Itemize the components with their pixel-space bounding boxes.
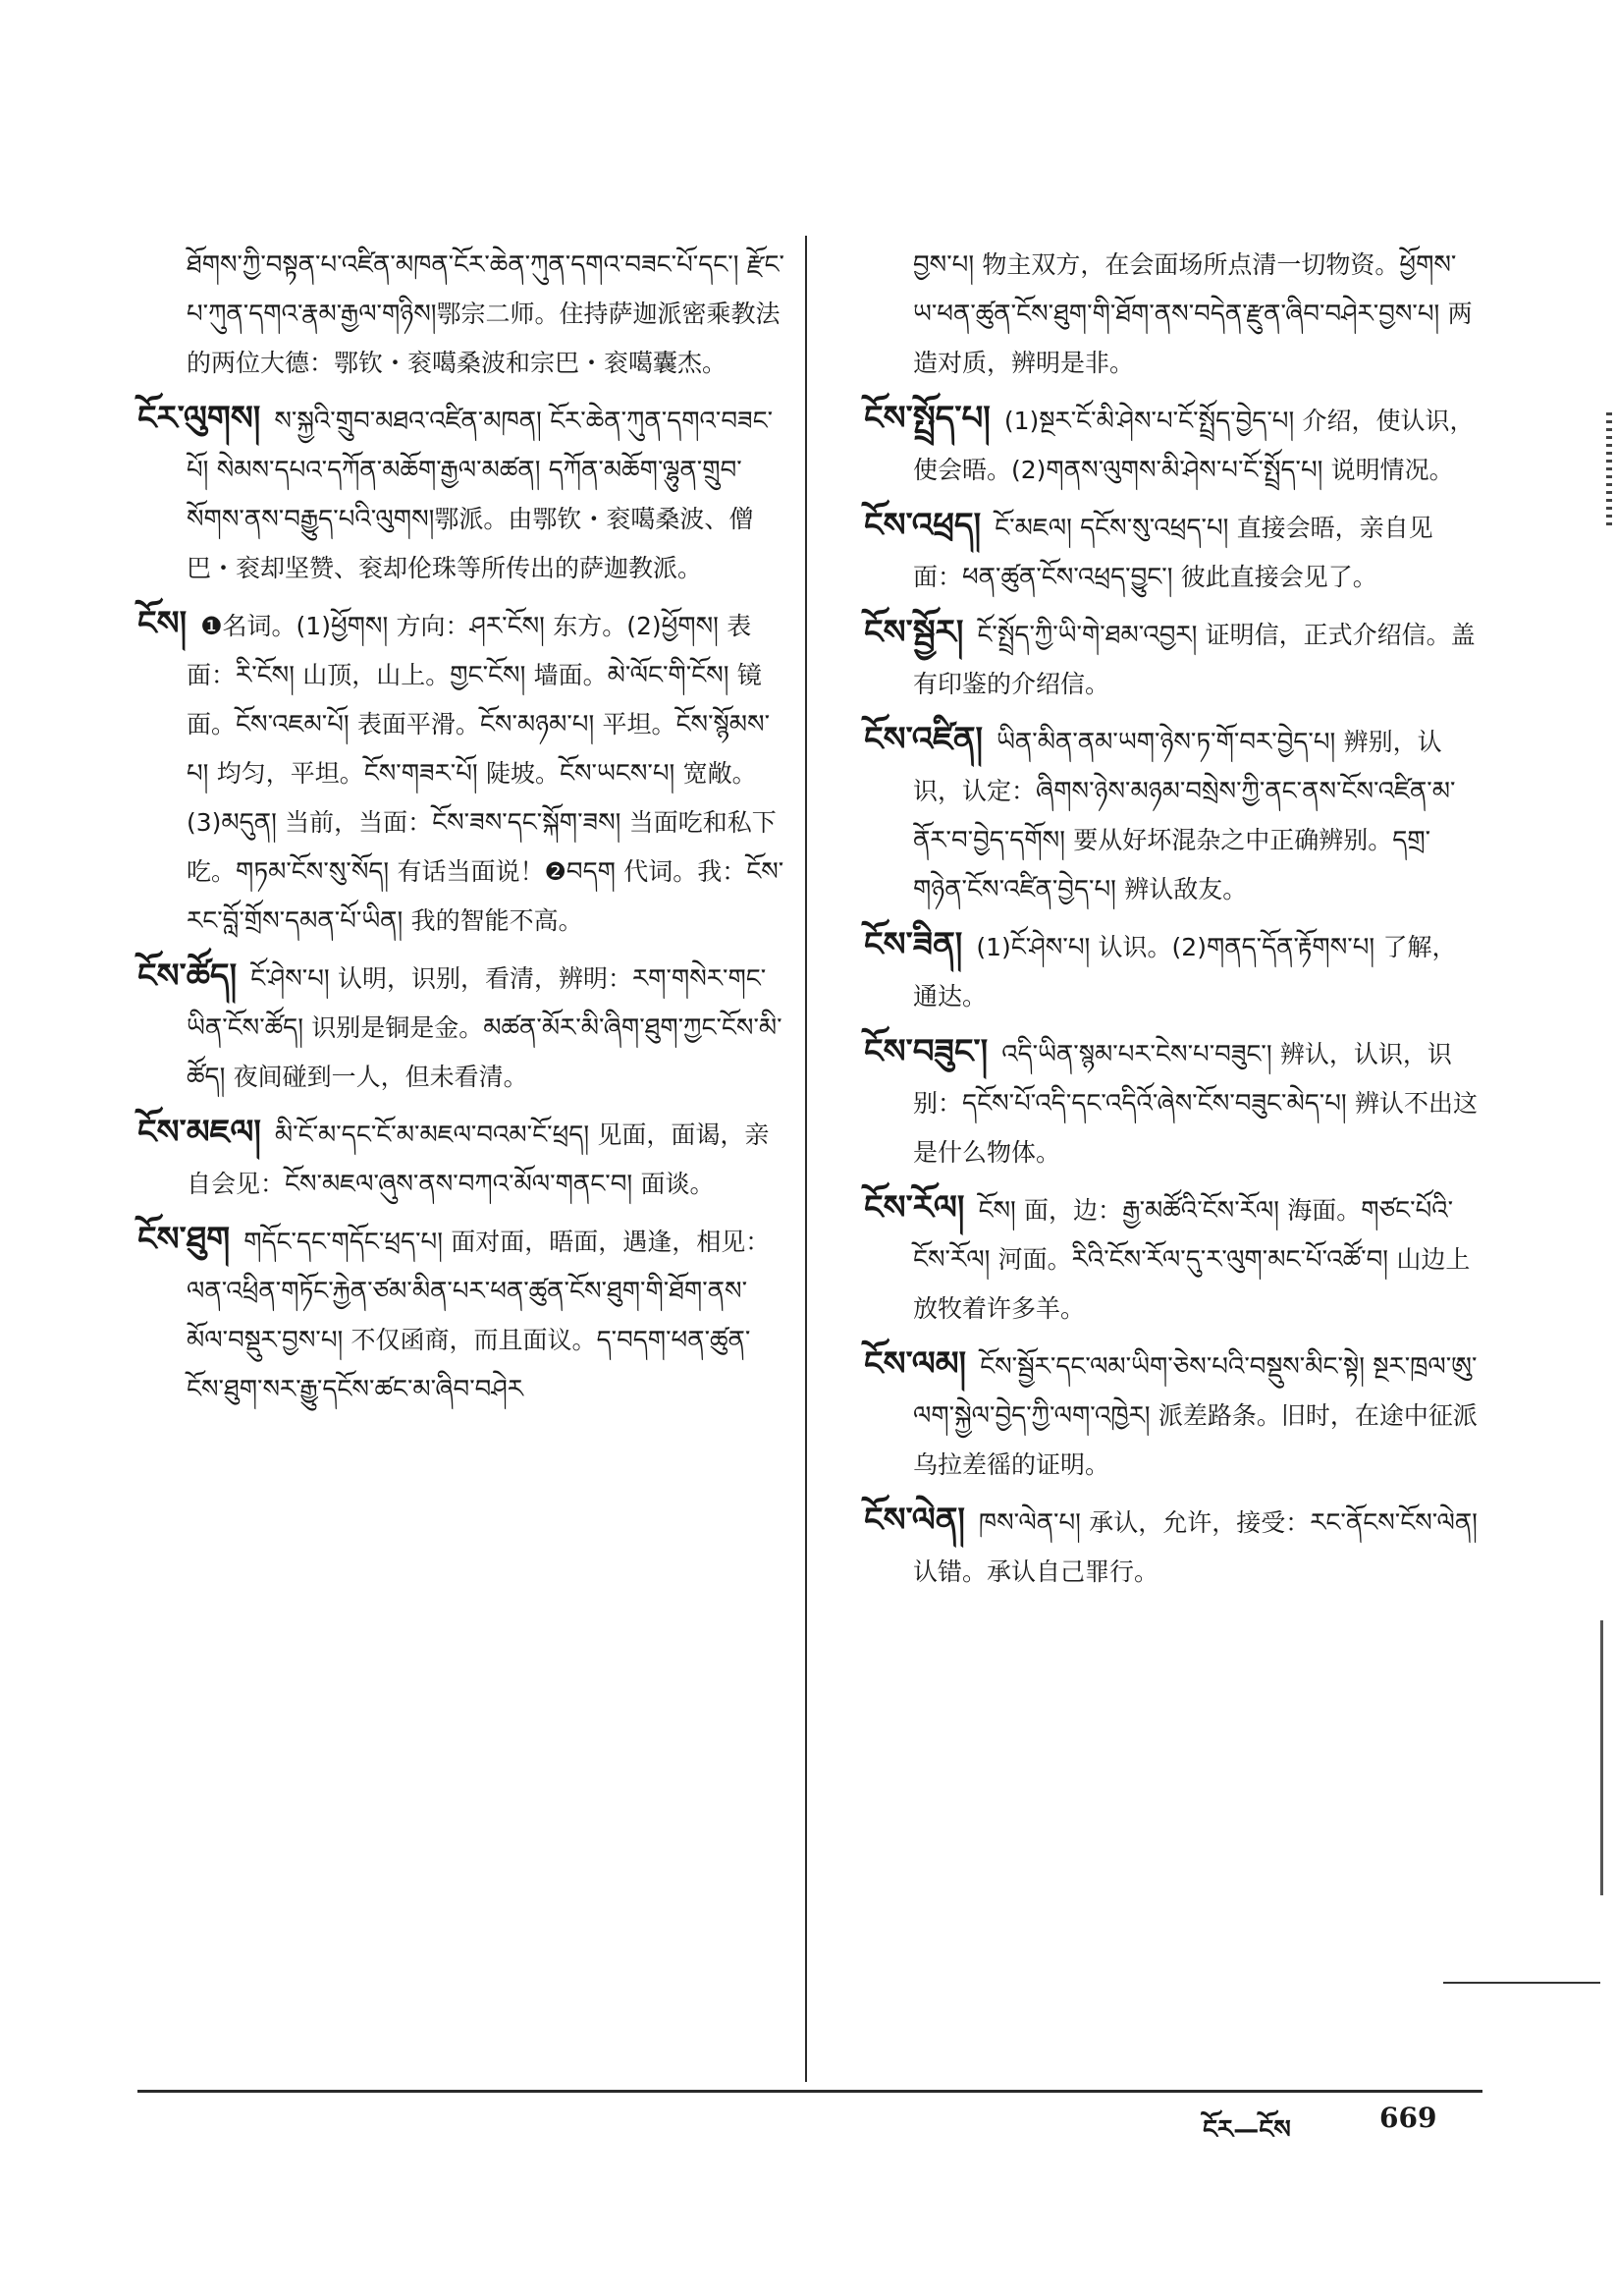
chinese-text: 认明，识别，看清，辨明： — [337, 964, 632, 993]
tibetan-text: རང་ནོངས་ངོས་ལེན། — [1310, 1508, 1478, 1538]
tibetan-text: ངོས་ཟས་དང་སྐོག་ཟས། — [432, 808, 629, 838]
chinese-text: 镜面。 — [187, 661, 762, 738]
chinese-text: 鄂宗二师。住持萨迦派密乘教法的两位大德：鄂钦・衮噶桑波和宗巴・衮噶囊杰。 — [187, 300, 781, 377]
running-head: ངོར—ངོས — [1203, 2115, 1291, 2145]
chinese-text: 辨认不出这是什么物体。 — [913, 1089, 1478, 1167]
chinese-text: 均匀，平坦。 — [216, 759, 364, 788]
tibetan-text: ཞིགས་ཉེས་མཉམ་བསྲེས་ཀྱི་ནང་ནས་ངོས་འཛིན་མ་ནོར་བ་བྱེད་དགོས། — [913, 777, 1456, 855]
entry-headword: ངོས་སྦྱོར། — [864, 613, 964, 652]
scan-edge-marks — [1606, 412, 1612, 530]
tibetan-text: ངོས། — [978, 1196, 1025, 1226]
margin-rule — [1443, 1982, 1600, 1984]
entry-headword: ངོས་མཇལ། — [137, 1113, 261, 1152]
dictionary-entry — [864, 1339, 1478, 1490]
chinese-text: 海面。 — [1287, 1196, 1362, 1225]
tibetan-text: མེ་ལོང་གི་ངོས། — [607, 661, 737, 690]
tibetan-text: གྱང་ངོས། — [450, 661, 534, 690]
entry-headword: ངོས་བཟུང་། — [864, 1032, 989, 1071]
chinese-text: 了解，通达。 — [913, 933, 1457, 1011]
chinese-text: 山顶，山上。 — [302, 661, 451, 689]
entry-headword: ངོས་ལམ། — [864, 1344, 967, 1384]
tibetan-text: དངོས་པོ་འདི་དང་འདིའོ་ཞེས་ངོས་བཟུང་མེད་པ། — [962, 1089, 1355, 1119]
chinese-text: 鄂派。由鄂钦・衮噶桑波、僧巴・衮却坚赞、衮却伦珠等所传出的萨迦教派。 — [187, 505, 754, 582]
chinese-text: 辨认，认识，识别： — [913, 1040, 1452, 1118]
chinese-text: 见面，面谒，亲自会见： — [187, 1121, 770, 1198]
dictionary-entry — [864, 241, 1478, 388]
entry-headword: ངོས་ཐུག — [137, 1220, 231, 1259]
chinese-text: 面，边： — [1024, 1196, 1123, 1225]
chinese-text: 证明信，正式介绍信。盖有印鉴的介绍信。 — [913, 621, 1476, 698]
dictionary-entry — [864, 715, 1478, 914]
chinese-text: 有话当面说！ — [397, 857, 545, 886]
chinese-text: 承认，允许，接受： — [1089, 1508, 1311, 1537]
entry-headword: ངོས། — [137, 604, 188, 643]
entry-headword: ངོས་ཟིན། — [864, 925, 963, 964]
tibetan-text: དགྲ་གཉེན་ངོས་འཛིན་བྱེད་པ། — [913, 826, 1431, 904]
tibetan-text: གཏམ་ངོས་སུ་སོད། — [236, 857, 398, 887]
tibetan-text: ཕྱོགས། — [661, 612, 727, 641]
dictionary-entry — [137, 599, 785, 946]
chinese-text: 两造对质，辨明是非。 — [913, 300, 1473, 377]
chinese-text: ❶名词。(1) — [200, 612, 331, 640]
chinese-text: (1) — [1003, 407, 1040, 435]
chinese-text: 派差路条。旧时，在途中征派乌拉差徭的证明。 — [913, 1401, 1478, 1479]
dictionary-entry — [864, 501, 1478, 602]
chinese-text: 要从好坏混杂之中正确辨别。 — [1073, 826, 1393, 854]
tibetan-text: མདུན། — [221, 808, 286, 838]
entry-headword: ངོས་སྤྲོད་པ། — [864, 399, 991, 438]
tibetan-text: ངོ་མཇལ། དངོས་སུ་འཕྲད་པ། — [995, 514, 1237, 543]
entry-headword: ངོར་ལུགས། — [137, 399, 261, 438]
tibetan-text: ཕྱོགས་ཡ་ཕན་ཚུན་ངོས་ཐུག་གི་ཐོག་ནས་བདེན་རྫུན་ཞིབ་བཤེར་བྱས་པ། — [913, 250, 1457, 329]
entry-headword: ངོས་རོལ། — [864, 1188, 965, 1228]
tibetan-text: འདི་ཡིན་སྙམ་པར་ངེས་པ་བཟུང་། — [1001, 1040, 1280, 1069]
tibetan-text: ཁས་ལེན་པ། — [978, 1508, 1090, 1538]
chinese-text: 识别是铜是金。 — [311, 1013, 484, 1042]
page-number: 669 — [1379, 2102, 1437, 2134]
chinese-text: 说明情况。 — [1330, 456, 1454, 484]
left-column — [137, 241, 785, 1420]
chinese-text: 辨认敌友。 — [1124, 875, 1248, 903]
chinese-text: 彼此直接会见了。 — [1180, 563, 1377, 591]
tibetan-text: རི་ངོས། — [236, 661, 303, 690]
chinese-text: 平坦。 — [602, 710, 676, 738]
tibetan-text: མཚན་མོར་མི་ཞིག་ཐུག་ཀྱང་ངོས་མི་ཚོད། — [187, 1013, 782, 1092]
chinese-text: 面对面，晤面，遇逢，相见： — [451, 1228, 771, 1256]
chinese-text: 介绍，使认识，使会晤。(2) — [913, 407, 1475, 484]
tibetan-text: བདག — [566, 857, 624, 887]
chinese-text: 山边上放牧着许多羊。 — [913, 1245, 1471, 1323]
tibetan-text: གནད་དོན་རྟོགས་པ། — [1206, 933, 1383, 962]
chinese-text: 当面吃和私下吃。 — [187, 808, 777, 886]
tibetan-text: གཙང་པོའི་ངོས་རོལ། — [913, 1196, 1454, 1275]
entry-headword: ངོས་འཛིན། — [864, 720, 984, 759]
tibetan-text: གདོང་དང་གདོང་ཕྲད་པ། — [243, 1228, 452, 1257]
right-column — [864, 241, 1478, 1603]
chinese-text: 东方。(2) — [553, 612, 662, 640]
tibetan-text: རྒྱ་མཚོའི་ངོས་རོལ། — [1122, 1196, 1288, 1226]
chinese-text: ❷ — [544, 857, 566, 886]
tibetan-text: ངོས་མཉམ་པ། — [479, 710, 603, 739]
footer-rule — [137, 2090, 1482, 2093]
dictionary-entry — [864, 394, 1478, 495]
entry-headword: ངོས་འཕྲད། — [864, 506, 982, 545]
dictionary-entry — [137, 1215, 785, 1414]
chinese-text: 直接会晤，亲自见面： — [913, 514, 1433, 591]
dictionary-entry — [864, 920, 1478, 1021]
dictionary-entry — [864, 1027, 1478, 1177]
chinese-text: 认识。(2) — [1098, 933, 1207, 961]
tibetan-text: བྱས་པ། — [913, 250, 983, 280]
chinese-text: 方向： — [396, 612, 470, 640]
entry-headword: ངོས་ཚོད། — [137, 957, 238, 996]
tibetan-text: ལན་འཕྲིན་གཏོང་རྐྱེན་ཙམ་མིན་པར་ཕན་ཚུན་ངོས་ཐུག་གི་ཐོག་ནས་མོལ་བསྡུར་བྱས་པ། — [187, 1277, 748, 1355]
chinese-text: 表面平滑。 — [356, 710, 480, 738]
chinese-text: 宽敞。(3) — [187, 759, 757, 837]
chinese-text: 不仅函商，而且面议。 — [350, 1326, 597, 1354]
dictionary-entry — [864, 608, 1478, 709]
tibetan-text: ངོས་མཇལ་ཞུས་ནས་བཀའ་མོལ་གནང་བ། — [285, 1170, 641, 1199]
dictionary-entry — [137, 241, 785, 388]
dictionary-entry — [137, 952, 785, 1102]
chinese-text: 表面： — [187, 612, 752, 689]
tibetan-text: ངོས་རང་བློ་གྲོས་དམན་པོ་ཡིན། — [187, 857, 784, 936]
chinese-text: 辨别，认识，认定： — [913, 728, 1442, 805]
tibetan-text: མི་ངོ་མ་དང་ངོ་མ་མཇལ་བའམ་ངོ་ཕྲད། — [274, 1121, 598, 1150]
tibetan-text: ངོས་སྦྱོར་དང་ལམ་ཡིག་ཅེས་པའི་བསྡུས་མིང་སྟེ། སྔར་ཁྲལ་ཨུ་ལག་སྐྱེལ་བྱེད་ཀྱི་ལག་འཁྱེར། — [913, 1352, 1478, 1431]
dictionary-entry — [864, 1496, 1478, 1597]
tibetan-text: ཕྱོགས། — [330, 612, 397, 641]
chinese-text: 河面。 — [997, 1245, 1072, 1274]
chinese-text: 我的智能不高。 — [410, 906, 583, 935]
tibetan-text: ངོས་ཡངས་པ། — [560, 759, 683, 789]
chinese-text: (1) — [976, 933, 1011, 961]
chinese-text: 陡坡。 — [485, 759, 560, 788]
tibetan-text: ངོ་ཤེས་པ། — [1010, 933, 1099, 962]
tibetan-text: སྔར་ངོ་མི་ཤེས་པ་ངོ་སྤྲོད་བྱེད་པ། — [1039, 407, 1303, 436]
tibetan-text: ངོས་གཟར་པོ། — [363, 759, 486, 789]
chinese-text: 夜间碰到一人，但未看清。 — [233, 1063, 528, 1091]
tibetan-text: རག་གསེར་གང་ཡིན་ངོས་ཚོད། — [187, 964, 767, 1043]
chinese-text: 认错。承认自己罪行。 — [913, 1558, 1159, 1586]
chinese-text: 物主双方，在会面场所点清一切物资。 — [982, 250, 1400, 279]
tibetan-text: ངོ་ཤེས་པ། — [250, 964, 338, 994]
dictionary-entry — [137, 1108, 785, 1209]
entry-headword: ངོས་ལེན། — [864, 1501, 965, 1540]
tibetan-text: ཐོགས་ཀྱི་བསྟན་པ་འཛིན་མཁན་ངོར་ཆེན་ཀུན་དགའ་བཟང་པོ་དང་། རྫོང་པ་ཀུན་དགའ་རྣམ་རྒྱལ་གཉིས། — [187, 250, 784, 329]
dictionary-entry — [864, 1183, 1478, 1334]
margin-edge-line — [1600, 1620, 1603, 1895]
chinese-text: 墙面。 — [533, 661, 608, 689]
tibetan-text: གནས་ལུགས་མི་ཤེས་པ་ངོ་སྤྲོད་པ། — [1046, 456, 1331, 485]
tibetan-text: ཕན་ཚུན་ངོས་འཕྲད་བྱུང་། — [962, 563, 1181, 592]
chinese-text: 当前，当面： — [285, 808, 433, 837]
tibetan-text: ཡིན་མིན་ནམ་ཡག་ཉེས་ཏ་གོ་བར་བྱེད་པ། — [997, 728, 1344, 757]
tibetan-text: ས་སྐྱའི་གྲུབ་མཐའ་འཛིན་མཁན། ངོར་ཆེན་ཀུན་དགའ་བཟང་པོ། སེམས་དཔའ་དཀོན་མཆོག་རྒྱལ་མཚན། དཀོན་མཆོག་ལྷུན་གྲུབ་སོགས་ནས་བརྒྱུད་པའི་ལུགས། — [187, 407, 774, 534]
chinese-text: 面谈。 — [640, 1170, 715, 1198]
tibetan-text: ངོ་སྤྲོད་ཀྱི་ཡི་གེ་ཐམ་འབྱར། — [977, 621, 1206, 650]
tibetan-text: ད་བདག་ཕན་ཚུན་ངོས་ཐུག་སར་རྒྱུ་དངོས་ཚང་མ་ཞིབ་བཤེར — [187, 1326, 751, 1404]
tibetan-text: ཤར་ངོས། — [469, 612, 554, 641]
tibetan-text: ངོས་སྙོམས་པ། — [187, 710, 771, 789]
column-divider — [805, 236, 807, 2082]
chinese-text: 代词。我： — [623, 857, 747, 886]
dictionary-entry — [137, 394, 785, 593]
tibetan-text: ངོས་འཇམ་པོ། — [236, 710, 357, 739]
tibetan-text: རིའི་ངོས་རོལ་དུ་ར་ལུག་མང་པོ་འཚོ་བ། — [1071, 1245, 1397, 1275]
